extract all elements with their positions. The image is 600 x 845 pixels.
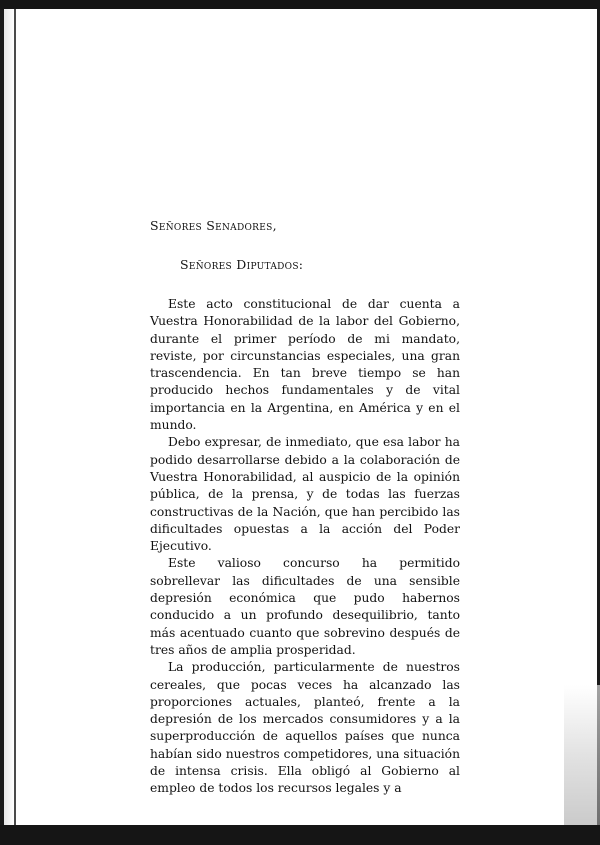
scan-corner-shading <box>564 685 600 825</box>
paragraph-4: La producción, particularmente de nuestros cereales, que pocas veces ha alcanzado las proporciones actuales, planteó, frente a la depresión de los mercados consumidores y a la superproducción de aquellos países que nunca habían sido nuestros competidores, una situación de intensa crisis. Ella obligó al Gobierno al empleo de todos los recursos legales y a <box>150 660 460 796</box>
paragraph-3: Este valioso concurso ha permitido sobrellevar las dificultades de una sensible depresión económica que pudo habernos conducido a un profundo desequilibrio, tanto más acentuado cuanto que sobrevino después de tres años de amplia prosperidad. <box>150 556 460 657</box>
scan-top-border <box>0 0 600 9</box>
scan-left-inner-line <box>14 9 16 825</box>
scan-left-shadow <box>4 9 14 825</box>
page-body <box>150 217 460 798</box>
paragraphs <box>150 296 460 798</box>
paragraph-1: Este acto constitucional de dar cuenta a Vuestra Honorabilidad de la labor del Gobierno, durante el primer período de mi mandato, reviste, por circunstancias especiales, una gran trascendencia. En tan breve tiempo se han producido hechos fundamentales y de vital importancia en la Argentina, en América y en el mundo. <box>150 297 460 433</box>
paragraph-2: Debo expresar, de inmediato, que esa labor ha podido desarrollarse debido a la colaboración de Vuestra Honorabilidad, al auspicio de la opinión pública, de la prensa, y de todas las fuerzas constructivas de la Nación, que han percibido las dificultades opuestas a la acción del Poder Ejecutivo. <box>150 435 460 554</box>
salutation-senators: Señores Senadores, <box>150 218 277 233</box>
salutation-deputies: Señores Diputados: <box>180 257 304 272</box>
scan-bottom-border <box>0 825 600 845</box>
